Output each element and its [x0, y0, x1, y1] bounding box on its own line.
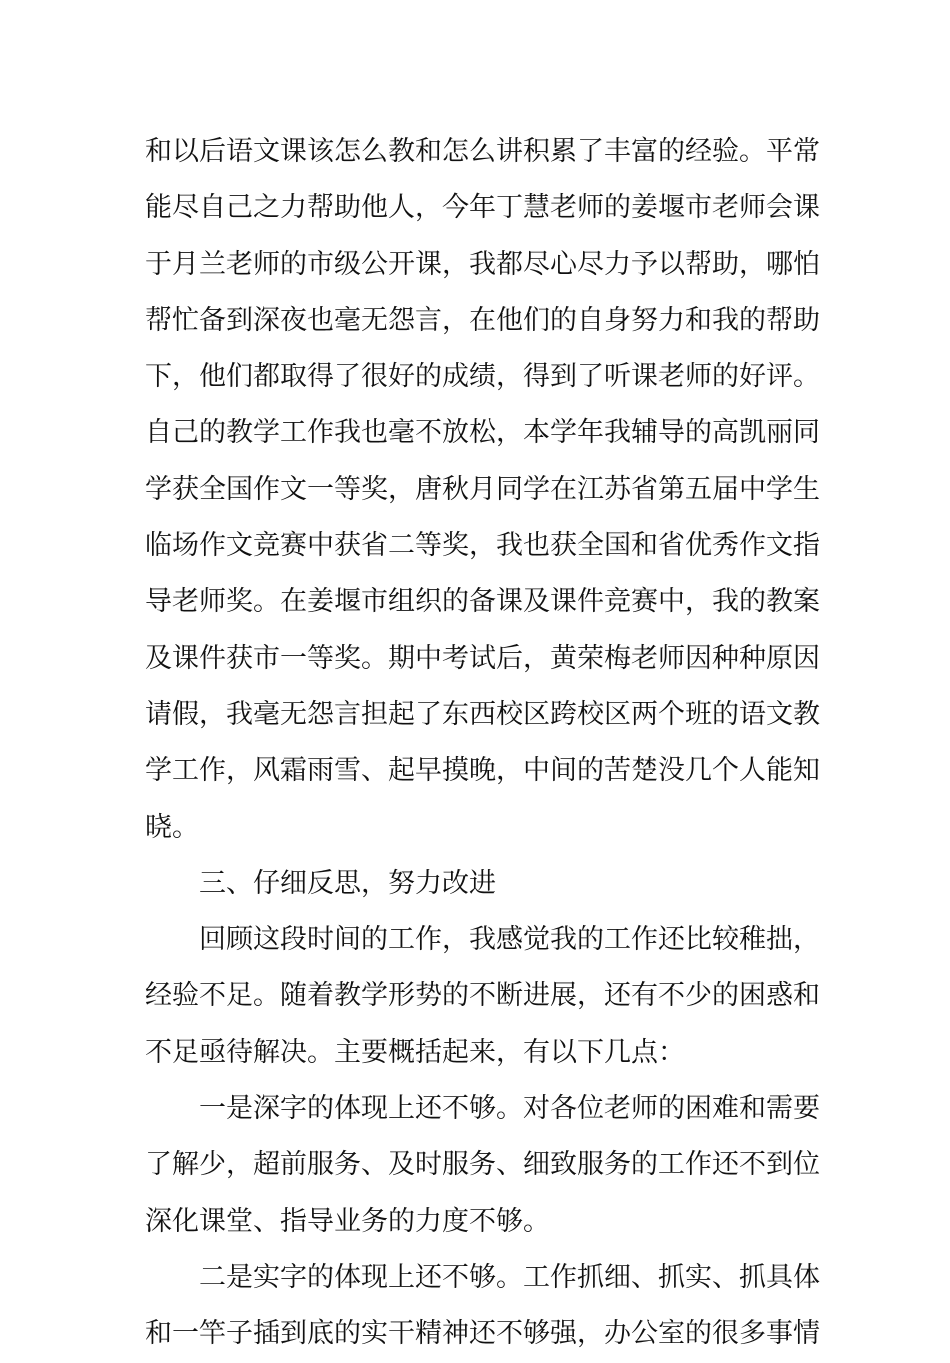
- text-line: 临场作文竞赛中获省二等奖，我也获全国和省优秀作文指: [145, 530, 820, 562]
- text-line: 下，他们都取得了很好的成绩，得到了听课老师的好评。: [145, 361, 820, 393]
- text-line: 学获全国作文一等奖，唐秋月同学在江苏省第五届中学生: [145, 473, 820, 505]
- text-line: 能尽自己之力帮助他人，今年丁慧老师的姜堰市老师会课: [145, 192, 820, 224]
- text-line: 和以后语文课该怎么教和怎么讲积累了丰富的经验。平常: [145, 136, 820, 167]
- text-line: 自己的教学工作我也毫不放松，本学年我辅导的高凯丽同: [145, 417, 820, 449]
- text-line: 不足亟待解决。主要概括起来，有以下几点：: [145, 1036, 685, 1068]
- text-line: 二是实字的体现上还不够。工作抓细、抓实、抓具体: [199, 1261, 820, 1293]
- text-line: 了解少，超前服务、及时服务、细致服务的工作还不到位: [145, 1149, 820, 1181]
- text-line: 晓。: [145, 811, 199, 843]
- text-line: 帮忙备到深夜也毫无怨言，在他们的自身努力和我的帮助: [145, 304, 820, 336]
- text-line: 回顾这段时间的工作，我感觉我的工作还比较稚拙，: [199, 924, 820, 956]
- text-line: 及课件获市一等奖。期中考试后，黄荣梅老师因种种原因: [145, 642, 820, 674]
- text-line: 经验不足。随着教学形势的不断进展，还有不少的困惑和: [145, 980, 820, 1012]
- text-line: 深化课堂、指导业务的力度不够。: [145, 1205, 550, 1237]
- text-line: 请假，我毫无怨言担起了东西校区跨校区两个班的语文教: [145, 698, 820, 730]
- text-line: 一是深字的体现上还不够。对各位老师的困难和需要: [199, 1093, 820, 1125]
- section-heading: 三、仔细反思，努力改进: [199, 867, 496, 899]
- document-body: [145, 124, 820, 1363]
- text-line: 学工作，风霜雨雪、起早摸晚，中间的苦楚没几个人能知: [145, 755, 820, 787]
- text-line: 和一竿子插到底的实干精神还不够强，办公室的很多事情: [145, 1318, 820, 1350]
- text-line: 导老师奖。在姜堰市组织的备课及课件竞赛中，我的教案: [145, 586, 820, 618]
- text-line: 于月兰老师的市级公开课，我都尽心尽力予以帮助，哪怕: [145, 248, 820, 280]
